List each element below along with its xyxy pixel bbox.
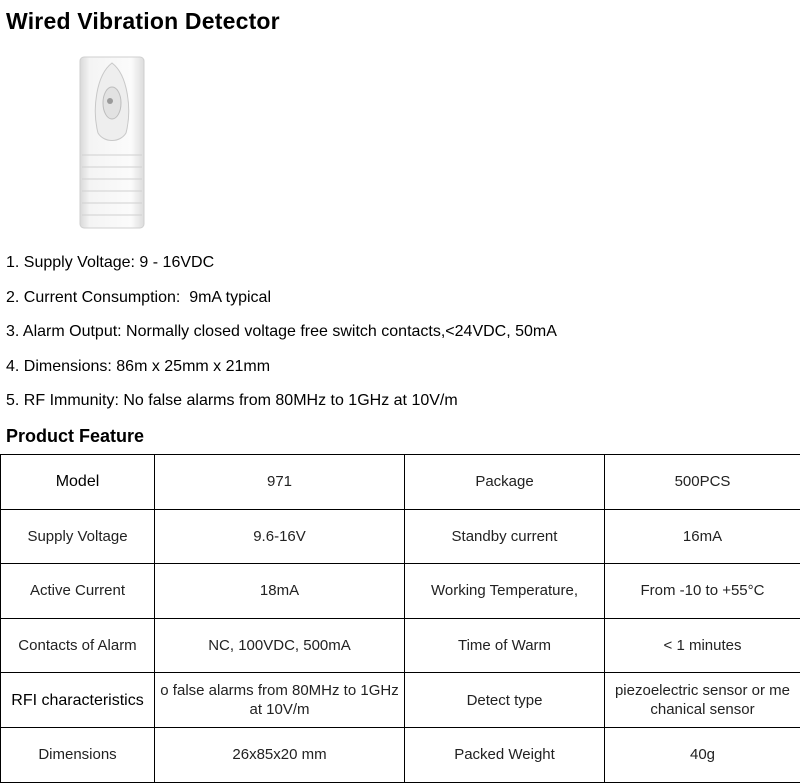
spec-item: 3. Alarm Output: Normally closed voltage free switch contacts,<24VDC, 50mA	[6, 323, 557, 340]
table-cell: Working Temperature,	[405, 564, 605, 619]
feature-table	[0, 454, 800, 783]
table-cell: RFI characteristics	[1, 673, 155, 728]
table-row	[1, 509, 800, 564]
table-cell: Standby current	[405, 509, 605, 564]
table-cell: 40g	[605, 727, 800, 782]
product-image	[78, 55, 146, 230]
spec-item: 4. Dimensions: 86m x 25mm x 21mm	[6, 357, 271, 375]
table-cell: 9.6-16V	[155, 509, 405, 564]
table-cell: 16mA	[605, 509, 800, 564]
table-row	[1, 564, 800, 619]
table-cell: Dimensions	[1, 727, 155, 782]
table-row	[1, 618, 800, 673]
table-row	[1, 727, 800, 782]
table-cell: piezoelectric sensor or me chanical sensor	[605, 673, 800, 728]
table-cell: Contacts of Alarm	[1, 618, 155, 673]
table-cell: o false alarms from 80MHz to 1GHz at 10V/m	[155, 673, 405, 728]
spec-item: 2. Current Consumption: 9mA typical	[6, 288, 272, 306]
table-cell: NC, 100VDC, 500mA	[155, 618, 405, 673]
table-cell: Detect type	[405, 673, 605, 728]
table-cell: 500PCS	[605, 455, 800, 510]
table-cell: 26x85x20 mm	[155, 727, 405, 782]
table-cell: Active Current	[1, 564, 155, 619]
table-cell: Time of Warm	[405, 618, 605, 673]
table-row	[1, 673, 800, 728]
table-cell: Packed Weight	[405, 727, 605, 782]
table-cell: < 1 minutes	[605, 618, 800, 673]
table-cell: 18mA	[155, 564, 405, 619]
spec-list	[6, 252, 557, 425]
table-cell: Supply Voltage	[1, 509, 155, 564]
page-title: Wired Vibration Detector	[6, 8, 280, 34]
table-row	[1, 455, 800, 510]
spec-item: 5. RF Immunity: No false alarms from 80MHz to 1GHz at 10V/m	[6, 392, 458, 409]
table-cell: 971	[155, 455, 405, 510]
section-heading: Product Feature	[6, 426, 145, 446]
table-cell: Package	[405, 455, 605, 510]
table-cell: From -10 to +55°C	[605, 564, 800, 619]
table-cell: Model	[1, 455, 155, 510]
spec-item: 1. Supply Voltage: 9 - 16VDC	[6, 254, 215, 271]
